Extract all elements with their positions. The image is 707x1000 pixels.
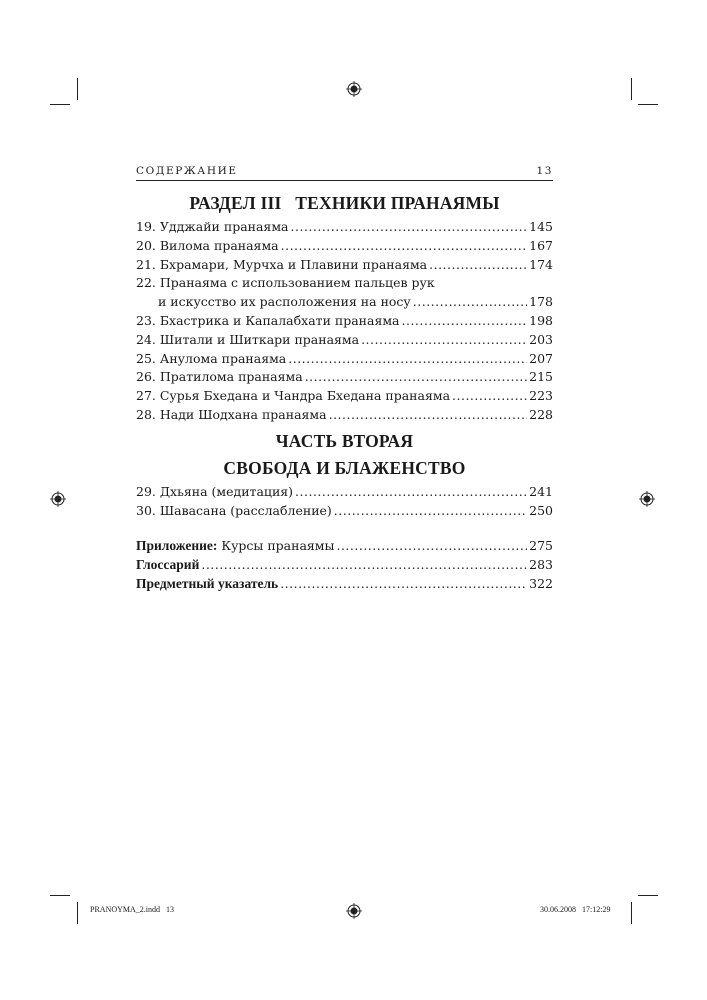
crop-mark	[77, 78, 78, 100]
toc-item[interactable]: Предметный указатель ..... 322	[136, 576, 553, 595]
registration-mark-icon	[50, 491, 66, 507]
crop-mark	[50, 895, 70, 896]
registration-mark-icon	[346, 81, 362, 97]
toc-appendix	[136, 538, 553, 594]
crop-mark	[631, 78, 632, 100]
page-number: 13	[536, 165, 553, 177]
registration-mark-icon	[639, 491, 655, 507]
toc-item[interactable]: 21. Бхрамари, Мурчха и Плавини пранаяма ..... 174	[136, 257, 553, 276]
toc-item[interactable]: 24. Шитали и Шиткари пранаяма ..... 203	[136, 332, 553, 351]
toc-item[interactable]: 27. Сурья Бхедана и Чандра Бхедана пранаяма ..... 223	[136, 388, 553, 407]
toc-item[interactable]: 30. Шавасана (расслабление) ..... 250	[136, 503, 553, 522]
toc-item[interactable]: 23. Бхастрика и Капалабхати пранаяма ..... 198	[136, 313, 553, 332]
toc-item[interactable]: Глоссарий ..... 283	[136, 557, 553, 576]
crop-mark	[631, 902, 632, 924]
slug-filename: PRANOYMA_2.indd 13	[90, 905, 175, 914]
header-rule	[136, 180, 553, 181]
crop-mark	[77, 902, 78, 924]
crop-mark	[638, 104, 658, 105]
header-title: СОДЕРЖАНИЕ	[136, 165, 238, 177]
toc-item[interactable]: 26. Пратилома пранаяма ..... 215	[136, 369, 553, 388]
toc-item[interactable]: 25. Анулома пранаяма ..... 207	[136, 351, 553, 370]
toc-item[interactable]: 29. Дхьяна (медитация) ..... 241	[136, 484, 553, 503]
part-title: ЧАСТЬ ВТОРАЯ	[275, 431, 414, 451]
crop-mark	[638, 895, 658, 896]
part-subtitle: СВОБОДА И БЛАЖЕНСТВО	[223, 458, 466, 478]
toc-item[interactable]: 22. Пранаяма с использованием пальцев рук и искусство их расположения на носу ..... 178	[136, 275, 553, 313]
slug-timestamp: 30.06.2008 17:12:29	[540, 905, 611, 914]
section-title: РАЗДЕЛ III ТЕХНИКИ ПРАНАЯМЫ	[189, 193, 500, 213]
toc-item[interactable]: Приложение: Курсы пранаямы ..... 275	[136, 538, 553, 557]
toc-item[interactable]: 20. Вилома пранаяма ..... 167	[136, 238, 553, 257]
toc-part2	[136, 484, 553, 522]
crop-mark	[50, 104, 70, 105]
toc-item[interactable]: 28. Нади Шодхана пранаяма ..... 228	[136, 407, 553, 426]
toc-item[interactable]: 19. Удджайи пранаяма ..... 145	[136, 219, 553, 238]
running-header	[136, 165, 553, 177]
toc-section3	[136, 219, 553, 426]
registration-mark-icon	[346, 903, 362, 919]
